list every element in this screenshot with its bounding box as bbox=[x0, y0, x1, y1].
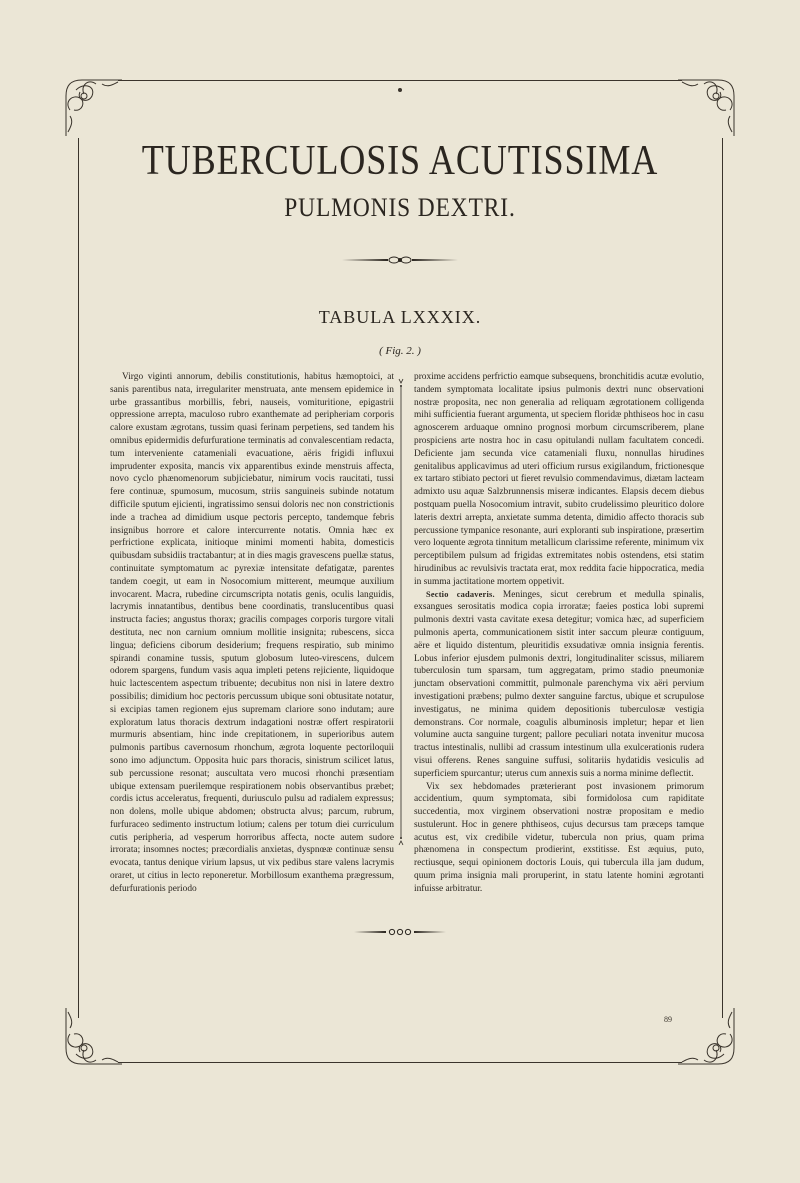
plate-title: TUBERCULOSIS ACUTISSIMA bbox=[141, 138, 659, 184]
case-history-continuation: proxime accidens perfrictio eamque subsequens, bronchitidis acutæ evolutio, tandem symptomata localitate ipsius pulmonis dextri nunc observationi nostræ proposita, nec non generalia ad reliquam ægrotationem colligenda mihi sufficientia fuerant argumenta, ut speciem floridæ phthiseos hoc in casu agnoscerem arduaque omnino prognosi morbum circumscriberem, plane prospiciens arte nostra hoc in casu opitulandi nullam facultatem concedi. Deficiente jam secunda vice catameniali fluxu, nonnullas hirudines genitalibus applicavimus ad uteri officium rursus exigilandum, frictionesque ex tartaro stibiato pectori ut fieret revulsio commendavimus, diætam lacteam admixto usu aquæ Salzbrunnensis miseræ indicantes. Elapsis decem diebus postquam puella Nosocomium intravit, subito crudelissimo pleuritico dolore lateris dextri arrepta, anxietate summa detenta, dimidio affecto thoracis sub percussione tympanice resonante, auri exploranti sub inspiratione, præsertim vero loquente ægrota tinnitum metallicum clarissime referente, minimum vix perceptibilem pulsum ad frigidas extremitates nobis ostendens, etsi statim hirudinibus ac revulsivis tractata erat, mox reddita facie hippocratica, media in summa jactitatione mortem oppetivit. bbox=[414, 372, 704, 587]
figure-reference: ( Fig. 2. ) bbox=[379, 345, 421, 357]
left-text-column bbox=[110, 371, 394, 896]
frame-top-border bbox=[118, 80, 682, 81]
ornament-bottom-rule-icon bbox=[352, 926, 448, 938]
frame-right-border bbox=[722, 138, 723, 1018]
corner-flourish-icon bbox=[676, 1006, 738, 1068]
corner-flourish-icon bbox=[62, 1006, 124, 1068]
column-divider-icon bbox=[398, 377, 404, 847]
corner-flourish-icon bbox=[676, 76, 738, 138]
autopsy-paragraph bbox=[414, 589, 704, 781]
autopsy-text: Meninges, sicut cerebrum et medulla spinalis, exsangues serositatis modica copia irroratæ; faeies postica lobi supremi pulmonis dextri vasta cavitate exesa detegitur; vomica hæc, ad superficiem pulmonis aperta, communicationem sistit inter saccum pleuræ contiguum, aëre et liquido distentum, pleuritidis exsudativæ omnia insignia ferentis. Lobus inferior ejusdem pulmonis dextri, longitudinaliter scissus, miliarem tuberculosin tum sparsam, tum aggregatam, primo stadio pneumoniæ junctam observationi committit, pulmonale parenchyma vix aëri pervium investigationi præbens; pulmo dexter sanguine farctus, ubique et scrupulose investigatus, ne minima quidem depositionis tuberculosæ vestigia demonstrans. Cor normale, coagulis albuminosis impletur; hepar et lien volumine aucta sanguine turgent; pallore peculiari notata invenitur mucosa tractus intestinalis, nullibi ad crassum intestinum ulla exulcerationis rudera visui offerens. Renes sanguine suffusi, solitariis hydatidis vesiculis ad superficiem spurcantur; uterus cum annexis suis a norma minime deflectit. bbox=[414, 589, 704, 779]
ornament-rule-icon bbox=[340, 254, 460, 266]
case-history-paragraph: Virgo viginti annorum, debilis constitutionis, habitus hæmoptoici, at sanis parentibus nata, irregulariter menstruata, ante mensem epidemice in urbe grassantibus morbillis, febri, nauseis, vomituritione, epigastrii oppressione arrepta, maculoso rubro exanthemate ad peripheriam corporis calore exustam ægrotans, tussim quasi ferinam perpetiens, sed tandem his omnibus epidermidis defurfuratione terminatis ad convalescentiam redacta, tum interveniente catameniali evacuatione, aëris frigidi influxui imprudenter exposita, mancis vix apparentibus exinde menstruis affecta, novo cyclo phænomenorum subjiciebatur, nimirum vocis raucitati, tussi fere continuæ, spumosum, mucosum, striis sanguineis subinde notatum difficile sputum ejicienti, ingratissimo sensui doloris nec non constrictionis inde a trachea ad dimidium usque pectoris percepto, tandemque febris insignibus horrore et calore intercurrente notatis. Omnia hæc ex perfrictione explicata, initioque minimi momenti habita, domesticis quibusdam subsidiis tractabantur; at in dies magis gravescens puellæ status, continuitate symptomatum ac pyrexiæ intensitate defatigatæ, parentes tandem coegit, ut eam in Nosocomium mitterent, meumque auxilium invocarent. Macra, rubedine circumscripta notatis genis, oculis languidis, lacrymis innatantibus, dentibus bene coordinatis, translucentibus quasi instructa facies; angustus thorax; gracilis compages corporis turgore vitali destituta, nec non carnium omnium mollitie insignita; rubescens, sicca lingua; deficiens ciborum desiderium; frequens respiratio, sub minimo spirandi conamine tussis, sputum globosum luteo-virescens, dulcem odorem spargens, fundum vasis aqua impleti petens rejiciente, liquidoque huic lactescentem aspectum tribuente; decubitus non nisi in latere dextro possibilis; dimidium hoc pectoris percussum ubique soni obtusitate notatur, si excipias tamen regionem ejus supremam clariore sono indutam; aure exploratum latus thoracis dextrum indagationi nostræ offert respiratorii murmuris absentiam, hinc inde crepitationem, in superioribus autem pulmonis partibus cavernosum rhonchum, ægrota loquente pectoriloquii sono imo adjunctum. Opposita huic pars thoracis, sinistrum scilicet latus, sub percussione resonat; auscultata vero mucosi rhonchi præsentiam ubique extensam puerilemque respirationem nobis observantibus præbet; cordis ictus acceleratus, frequenti, duriusculo pulsu ad radialem expressus; non dolens, molle ubique abdomen; obstructa alvus; parcum, rubrum, furfuraceo sedimento instructum lotium; calens per totum diei curriculum cutis peripheria, ad vesperum horroribus affecta, nocte autem sudore irrorata; insomnes noctes; præcordialis anxietas, dyspnœæ continuæ sensu evocata, tantus denique virium lapsus, ut vix pedibus stare valens lacrymis oraret, ut citius in lecto reponeretur. Morbillosum exanthema prægressum, defurfurationis periodo bbox=[110, 372, 394, 894]
plate-number: TABULA LXXXIX. bbox=[318, 307, 482, 327]
sectio-cadaveris-label: Sectio cadaveris. bbox=[426, 589, 495, 599]
page-number: 89 bbox=[664, 1015, 672, 1024]
frame-left-border bbox=[78, 138, 79, 1018]
conclusion-paragraph: Vix sex hebdomades præterierant post invasionem primorum accidentium, quum symptomata, sibi formidolosa cum rapiditate succedentia, mox virginem observationi nostræ propositam e medio sustulerunt. Hoc in genere phthiseos, cujus decursus tam præceps tamque acutus est, vix credibile videtur, tubercula non prius, quam prima phænomena in conspectum prodierint, exstitisse. Est æquius, puto, rectiusque, sequi opinionem doctoris Louis, qui tubercula illa jam dudum, quum prima insignia mali proruperint, in statu latente homini ægrotanti infuisse arbitratur. bbox=[414, 781, 704, 894]
right-text-column bbox=[414, 371, 704, 896]
frame-bottom-border bbox=[118, 1062, 682, 1063]
top-dot-ornament bbox=[398, 88, 402, 92]
plate-subtitle: PULMONIS DEXTRI. bbox=[284, 193, 516, 222]
corner-flourish-icon bbox=[62, 76, 124, 138]
